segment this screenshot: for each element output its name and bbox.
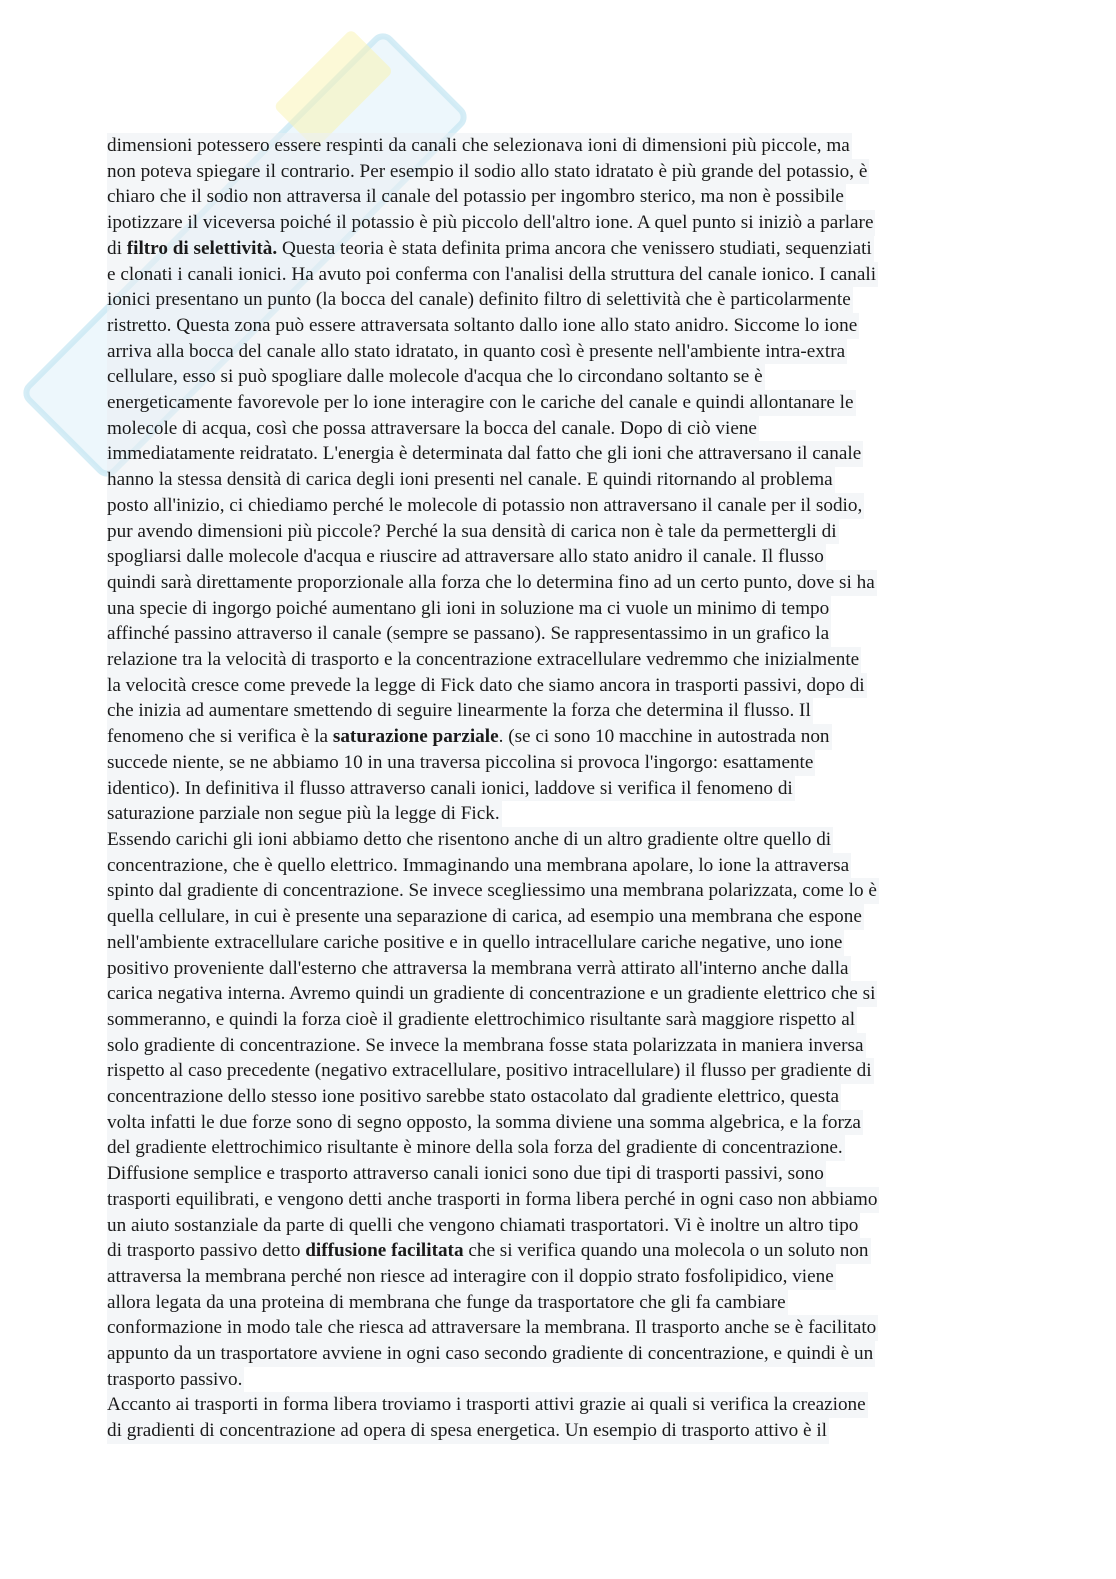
bold-term: filtro di selettività.	[126, 237, 278, 259]
text-line	[107, 1084, 841, 1110]
text-line	[107, 878, 879, 904]
text-segment: . (se ci sono 10 macchine in autostrada non	[498, 726, 830, 748]
text-segment: che si verifica quando una molecola o un soluto non	[463, 1240, 869, 1262]
text-line	[107, 390, 856, 416]
text-segment: appunto da un trasportatore avviene in ogni caso secondo gradiente di concentrazione, e quindi è un	[107, 1343, 874, 1365]
paragraph	[107, 1392, 1007, 1443]
text-line	[107, 1213, 860, 1239]
text-segment: la velocità cresce come prevede la legge di Fick dato che siamo ancora in trasporti passivi, dopo di	[107, 674, 865, 696]
text-segment: attraversa la membrana perché non riesce ad interagire con il doppio strato fosfolipidico, viene	[107, 1265, 834, 1287]
text-line	[107, 133, 852, 159]
text-line	[107, 339, 847, 365]
text-segment: di gradienti di concentrazione ad opera di spesa energetica. Un esempio di trasporto attivo è il	[107, 1420, 827, 1442]
text-line	[107, 1341, 875, 1367]
text-segment: hanno la stessa densità di carica degli ioni presenti nel canale. E quindi ritornando al problema	[107, 469, 833, 491]
text-line	[107, 724, 832, 750]
text-line	[107, 236, 874, 262]
text-line	[107, 981, 877, 1007]
text-line	[107, 1007, 857, 1033]
text-segment: che inizia ad aumentare smettendo di seguire linearmente la forza che determina il flusso. Il	[107, 700, 811, 722]
text-line	[107, 1135, 845, 1161]
text-segment: Diffusione semplice e trasporto attraverso canali ionici sono due tipi di trasporti passivi, sono	[107, 1163, 824, 1185]
text-segment: solo gradiente di concentrazione. Se invece la membrana fosse stata polarizzata in maniera inversa	[107, 1034, 864, 1056]
text-segment: relazione tra la velocità di trasporto e la concentrazione extracellulare vedremmo che inizialmente	[107, 649, 860, 671]
text-line	[107, 519, 839, 545]
text-segment: affinché passino attraverso il canale (sempre se passano). Se rappresentassimo in un grafico la	[107, 623, 830, 645]
text-line	[107, 467, 835, 493]
text-segment: pur avendo dimensioni più piccole? Perché la sua densità di carica non è tale da permettergli di	[107, 520, 837, 542]
text-segment: positivo proveniente dall'esterno che attraversa la membrana verrà attirato all'interno anche dalla	[107, 957, 849, 979]
bold-term: diffusione facilitata	[305, 1240, 464, 1262]
text-segment: conformazione in modo tale che riesca ad attraversare la membrana. Il trasporto anche se è facilitato	[107, 1317, 877, 1339]
text-line	[107, 1238, 871, 1264]
text-line	[107, 621, 831, 647]
text-line	[107, 853, 851, 879]
text-segment: non poteva spiegare il contrario. Per esempio il sodio allo stato idratato è più grande del potassio, è	[107, 160, 868, 182]
bold-term: saturazione parziale	[332, 726, 499, 748]
text-segment: nell'ambiente extracellulare cariche positive e in quello intracellulare cariche negative, uno ione	[107, 931, 843, 953]
text-segment: posto all'inizio, ci chiediamo perché le molecole di potassio non attraversano il canale per il sodio,	[107, 494, 863, 516]
text-line	[107, 801, 502, 827]
text-segment: dimensioni potessero essere respinti da canali che selezionava ioni di dimensioni più piccole, ma	[107, 135, 850, 156]
text-line	[107, 313, 859, 339]
text-segment: concentrazione, che è quello elettrico. Immaginando una membrana apolare, lo ione la attraversa	[107, 854, 850, 876]
text-segment: Essendo carichi gli ioni abbiamo detto che risentono anche di un altro gradiente oltre quello di	[107, 828, 832, 850]
text-segment: volta infatti le due forze sono di segno opposto, la somma diviene una somma algebrica, e la forza	[107, 1111, 861, 1133]
text-line	[107, 673, 867, 699]
document-body	[107, 133, 1007, 1444]
text-segment: spogliarsi dalle molecole d'acqua e riuscire ad attraversare allo stato anidro il canale. Il flusso	[107, 546, 824, 568]
text-segment: saturazione parziale non segue più la legge di Fick.	[107, 803, 500, 825]
text-line	[107, 1418, 829, 1444]
text-line	[107, 364, 765, 390]
text-segment: chiaro che il sodio non attraversa il canale del potassio per ingombro sterico, ma non è possibile	[107, 186, 844, 208]
text-segment: ristretto. Questa zona può essere attraversata soltanto dallo ione allo stato anidro. Siccome lo ione	[107, 314, 858, 336]
text-line	[107, 904, 864, 930]
text-segment: concentrazione dello stesso ione positivo sarebbe stato ostacolato dal gradiente elettrico, questa	[107, 1086, 840, 1108]
text-segment: e clonati i canali ionici. Ha avuto poi conferma con l'analisi della struttura del canale ionico. I canali	[107, 263, 877, 285]
text-line	[107, 184, 846, 210]
text-segment: sommeranno, e quindi la forza cioè il gradiente elettrochimico risultante sarà maggiore rispetto al	[107, 1008, 856, 1030]
text-segment: di	[107, 237, 127, 259]
text-line	[107, 1110, 863, 1136]
text-segment: energeticamente favorevole per lo ione interagire con le cariche del canale e quindi allontanare le	[107, 392, 854, 414]
text-segment: trasporto passivo.	[107, 1368, 243, 1390]
text-line	[107, 493, 864, 519]
text-segment: spinto dal gradiente di concentrazione. Se invece scegliessimo una membrana polarizzata, come lo è	[107, 880, 877, 902]
text-line	[107, 159, 869, 185]
text-line	[107, 416, 759, 442]
text-segment: molecole di acqua, così che possa attraversare la bocca del canale. Dopo di ciò viene	[107, 417, 757, 439]
text-segment: arriva alla bocca del canale allo stato idratato, in quanto così è presente nell'ambiente intra-extra	[107, 340, 846, 362]
text-segment: immediatamente reidratato. L'energia è determinata dal fatto che gli ioni che attraversano il canale	[107, 443, 862, 465]
text-line	[107, 544, 826, 570]
text-line	[107, 570, 877, 596]
text-line	[107, 596, 831, 622]
text-line	[107, 287, 853, 313]
text-segment: un aiuto sostanziale da parte di quelli che vengono chiamati trasportatori. Vi è inoltre un altro tipo	[107, 1214, 859, 1236]
text-line	[107, 1058, 874, 1084]
text-line	[107, 956, 851, 982]
text-line	[107, 776, 795, 802]
text-line	[107, 1033, 866, 1059]
text-line	[107, 210, 875, 236]
text-segment: carica negativa interna. Avremo quindi un gradiente di concentrazione e un gradiente elettrico che si	[107, 983, 876, 1005]
text-segment: trasporti equilibrati, e vengono detti anche trasporti in forma libera perché in ogni caso non abbiamo	[107, 1188, 878, 1210]
text-segment: ionici presentano un punto (la bocca del canale) definito filtro di selettività che è particolarmente	[107, 289, 851, 311]
text-segment: del gradiente elettrochimico risultante è minore della sola forza del gradiente di concentrazione.	[107, 1137, 843, 1159]
text-line	[107, 1161, 826, 1187]
text-segment: Accanto ai trasporti in forma libera troviamo i trasporti attivi grazie ai quali si verifica la creazione	[107, 1394, 866, 1416]
text-line	[107, 1187, 879, 1213]
text-segment: Questa teoria è stata definita prima ancora che venissero studiati, sequenziati	[277, 237, 872, 259]
text-segment: fenomeno che si verifica è la	[107, 726, 333, 748]
text-segment: allora legata da una proteina di membrana che funge da trasportatore che gli fa cambiare	[107, 1291, 786, 1313]
text-segment: una specie di ingorgo poiché aumentano gli ioni in soluzione ma ci vuole un minimo di tempo	[107, 597, 830, 619]
text-segment: cellulare, esso si può spogliare dalle molecole d'acqua che lo circondano soltanto se è	[107, 366, 763, 388]
text-line	[107, 750, 815, 776]
text-line	[107, 1290, 788, 1316]
text-line	[107, 827, 833, 853]
text-segment: rispetto al caso precedente (negativo extracellulare, positivo intracellulare) il flusso per gradiente di	[107, 1060, 872, 1082]
text-segment: quella cellulare, in cui è presente una separazione di carica, ad esempio una membrana che espone	[107, 906, 862, 928]
text-segment: ipotizzare il viceversa poiché il potassio è più piccolo dell'altro ione. A quel punto si iniziò a parlare	[107, 212, 874, 234]
text-segment: identico). In definitiva il flusso attraverso canali ionici, laddove si verifica il fenomeno di	[107, 777, 793, 799]
text-line	[107, 930, 844, 956]
text-line	[107, 1392, 868, 1418]
text-line	[107, 262, 878, 288]
text-line	[107, 647, 861, 673]
text-line	[107, 441, 863, 467]
text-line	[107, 698, 813, 724]
text-line	[107, 1367, 244, 1393]
text-segment: di trasporto passivo detto	[107, 1240, 306, 1262]
text-segment: quindi sarà direttamente proporzionale alla forza che lo determina fino ad un certo punto, dove si ha	[107, 571, 875, 593]
paragraph	[107, 827, 1007, 1392]
text-line	[107, 1315, 878, 1341]
paragraph	[107, 133, 1007, 827]
text-segment: succede niente, se ne abbiamo 10 in una traversa piccolina si provoca l'ingorgo: esattamente	[107, 751, 814, 773]
text-line	[107, 1264, 836, 1290]
